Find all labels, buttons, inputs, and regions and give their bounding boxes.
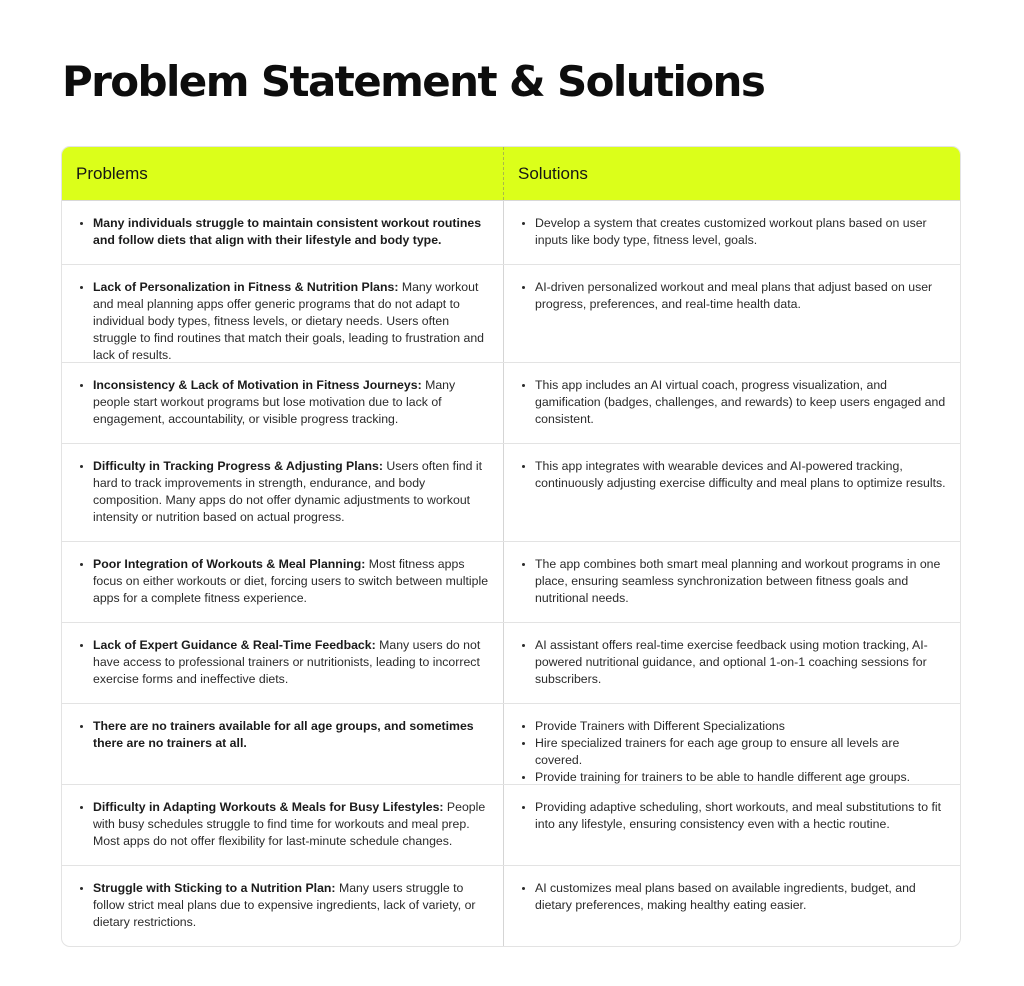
solution-cell [504, 444, 960, 541]
problem-item [93, 279, 489, 364]
solution-cell [504, 542, 960, 622]
solution-item: • This app integrates with wearable devices and AI-powered tracking, continuously adjusting exercise difficulty and meal plans to optimize results. [535, 458, 946, 492]
solution-item: • Hire specialized trainers for each age group to ensure all levels are covered. [535, 735, 946, 769]
problem-text: Many users struggle to follow strict meal plans due to expensive ingredients, lack of variety, or dietary restrictions. [93, 881, 476, 929]
table-row [62, 444, 960, 542]
solution-item: • Providing adaptive scheduling, short workouts, and meal substitutions to fit into any lifestyle, ensuring consistency even with a hectic routine. [535, 799, 946, 833]
solution-item: • This app includes an AI virtual coach, progress visualization, and gamification (badges, challenges, and rewards) to keep users engaged and consistent. [535, 377, 946, 428]
problem-item [93, 215, 489, 249]
problem-text: Many workout and meal planning apps offer generic programs that do not adapt to individual body types, fitness levels, or dietary needs. Users often struggle to find routines that match their goals, leading to frustration and lack of results. [93, 280, 484, 362]
problem-cell [62, 623, 504, 703]
problems-solutions-table [61, 146, 961, 947]
problem-heading: Difficulty in Tracking Progress & Adjusting Plans: [93, 459, 383, 473]
solution-item: • Provide Trainers with Different Specializations [535, 718, 946, 735]
problem-cell [62, 704, 504, 784]
solution-cell [504, 265, 960, 362]
problem-text: People with busy schedules struggle to find time for workouts and meal prep. Most apps do not offer flexibility for last-minute schedule changes. [93, 800, 486, 848]
solution-item: • The app combines both smart meal planning and workout programs in one place, ensuring seamless synchronization between fitness goals and nutritional needs. [535, 556, 946, 607]
problem-item [93, 556, 489, 607]
header-solutions: Solutions [518, 163, 588, 183]
solution-cell [504, 201, 960, 264]
table-row [62, 866, 960, 946]
table-row [62, 363, 960, 444]
solution-item: • AI assistant offers real-time exercise feedback using motion tracking, AI-powered nutritional guidance, and optional 1-on-1 coaching sessions for subscribers. [535, 637, 946, 688]
problem-item [93, 377, 489, 428]
problem-heading: Many individuals struggle to maintain consistent workout routines and follow diets that align with their lifestyle and body type. [93, 216, 482, 247]
table-row [62, 265, 960, 363]
problem-cell [62, 265, 504, 362]
table-row [62, 785, 960, 866]
problem-heading: Inconsistency & Lack of Motivation in Fitness Journeys: [93, 378, 422, 392]
solution-item: • AI-driven personalized workout and meal plans that adjust based on user progress, preferences, and real-time health data. [535, 279, 946, 313]
solution-cell [504, 785, 960, 865]
page-title: Problem Statement & Solutions [62, 57, 765, 106]
problem-heading: Lack of Expert Guidance & Real-Time Feedback: [93, 638, 376, 652]
table-row [62, 623, 960, 704]
problem-heading: Struggle with Sticking to a Nutrition Plan: [93, 881, 336, 895]
problem-text: Many users do not have access to professional trainers or nutritionists, leading to incorrect exercise forms and ineffective diets. [93, 638, 481, 686]
table-row [62, 542, 960, 623]
problem-heading: Poor Integration of Workouts & Meal Planning: [93, 557, 366, 571]
problem-item [93, 880, 489, 931]
table-header-row [62, 147, 960, 201]
solution-cell [504, 866, 960, 946]
problem-cell [62, 542, 504, 622]
solution-item: • Provide training for trainers to be able to handle different age groups. [535, 769, 946, 786]
solution-cell [504, 623, 960, 703]
problem-item [93, 637, 489, 688]
solution-item: • Develop a system that creates customized workout plans based on user inputs like body type, fitness level, goals. [535, 215, 946, 249]
problem-cell [62, 866, 504, 946]
problem-text: Many people start workout programs but lose motivation due to lack of engagement, accountability, or visible progress tracking. [93, 378, 456, 426]
problem-heading: Difficulty in Adapting Workouts & Meals for Busy Lifestyles: [93, 800, 444, 814]
table-row [62, 704, 960, 785]
problem-item [93, 458, 489, 526]
problem-item [93, 799, 489, 850]
solution-cell [504, 363, 960, 443]
solution-item: • AI customizes meal plans based on available ingredients, budget, and dietary preferences, making healthy eating easier. [535, 880, 946, 914]
problem-cell [62, 785, 504, 865]
problem-cell [62, 444, 504, 541]
problem-item [93, 718, 489, 752]
table-row [62, 201, 960, 265]
problem-cell [62, 363, 504, 443]
problem-heading: Lack of Personalization in Fitness & Nutrition Plans: [93, 280, 399, 294]
solution-cell [504, 704, 960, 784]
problem-text: Users often find it hard to track improvements in strength, endurance, and body composition. Many apps do not offer dynamic adjustments to workout intensity or nutrition based on actual progress. [93, 459, 483, 524]
problem-text: Most fitness apps focus on either workouts or diet, forcing users to switch between multiple apps for a complete fitness experience. [93, 557, 489, 605]
header-problems: Problems [62, 147, 504, 200]
problem-heading: There are no trainers available for all age groups, and sometimes there are no trainers at all. [93, 719, 474, 750]
problem-cell [62, 201, 504, 264]
